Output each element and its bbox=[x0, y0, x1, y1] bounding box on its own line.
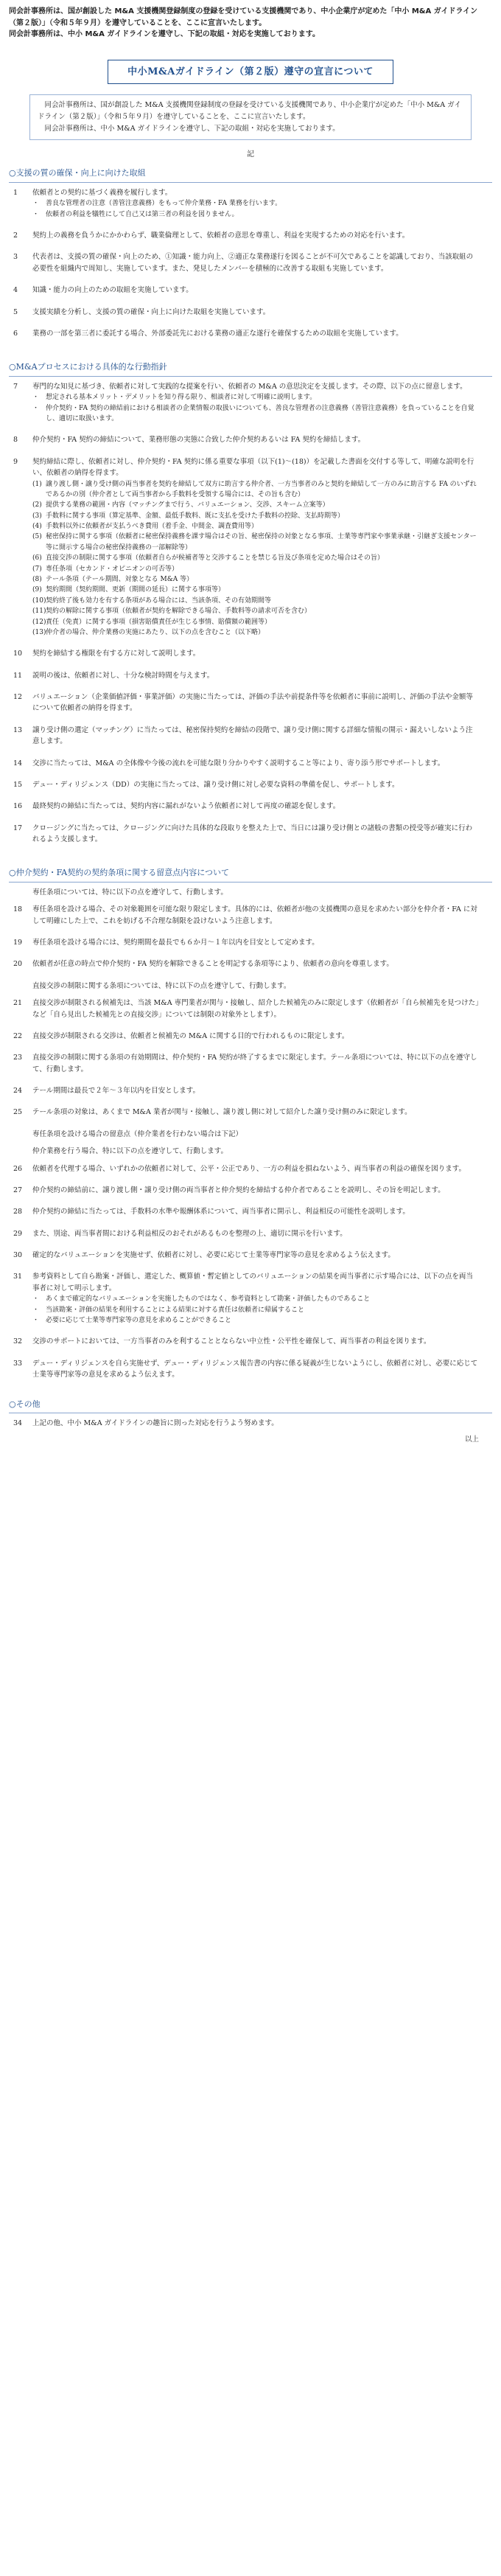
list-item: 26 依頼者を代理する場合、いずれかの依頼者に対して、公平・公正であり、一方の利益を損ねないよう、両当事者の利益の確保を図ります。 bbox=[13, 1164, 466, 1173]
intro-block bbox=[0, 0, 501, 45]
sub-item: (11) 契約の解除に関する事項（依頼者が契約を解除できる場合、手数料等の請求可否を含む） bbox=[32, 608, 312, 616]
sub-item: ・ あくまで確定的なバリュエーションを実施したものではなく、参考資料として勘案・評価したものであること bbox=[32, 1295, 371, 1303]
section-heading: ○仲介契約・FA契約の契約条項に関する留意点内容について bbox=[9, 867, 492, 883]
list-item: 1 依頼者との契約に基づく義務を履行します。 bbox=[13, 188, 172, 197]
list-item: 3 代表者は、支援の質の確保・向上のため、①知識・能力向上、②適正な業務遂行を図ることが不可欠であることを認識しており、当該取組の必要性を組織内で周知し、実施しています。また、発見したメンバーを積極的に改善する取組も実施しています。 bbox=[13, 253, 474, 273]
list-item: 30 確定的なバリュエーションを実施せず、依頼者に対し、必要に応じて士業等専門家等の意見を求めるよう伝えます。 bbox=[13, 1251, 395, 1260]
sub-item: (6) 直接交渉の制限に関する事項（依頼者自らが候補者等と交渉することを禁じる旨及び条項を定めた場合はその旨） bbox=[32, 554, 385, 563]
sub-item: ・ 仲介契約・FA 契約の締結前における相談者の企業情報の取扱いについても、善良な管理者の注意義務（善管注意義務）を負っていることを自覚し、適切に取扱います。 bbox=[32, 404, 474, 422]
sub-item: (12) 責任（免責）に関する事項（損害賠償責任が生じる事情、賠償額の範囲等） bbox=[32, 618, 272, 626]
list-item: 4 知識・能力の向上のための取組を実施しています。 bbox=[13, 286, 193, 295]
closing-mark: 以上 bbox=[464, 1435, 479, 1444]
list-item: 31 参考資料として自ら勘案・評価し、選定した、概算値・暫定値としてのバリュエーションの結果を両当事者に示す場合には、以下の点を両当事者に対して明示します。 bbox=[13, 1273, 473, 1292]
section-note: 仲介業務を行う場合、特に以下の点を遵守して、行動します。 bbox=[32, 1147, 228, 1156]
list-item: 8 仲介契約・FA 契約の締結について、業務形態の実態に合致した仲介契約あるいは FA 契約を締結します。 bbox=[13, 436, 365, 445]
list-item: 23 直接交渉の制限に関する条項の有効期間は、仲介契約・FA 契約が終了するまでに限定します。テール条項については、特に以下の点を遵守して、行動します。 bbox=[13, 1054, 477, 1073]
sub-item: (7) 専任条項（セカンド・オピニオンの可否等） bbox=[32, 565, 179, 573]
list-item: 27 仲介契約の締結前に、譲り渡し側・譲り受け側の両当事者と仲介契約を締結する仲介者であることを説明し、その旨を明記します。 bbox=[13, 1186, 445, 1194]
sub-item: (9) 契約期間（契約期間、更新（期間の延長）に関する事項等） bbox=[32, 586, 225, 594]
list-item: 7 専門的な知見に基づき、依頼者に対して実践的な提案を行い、依頼者の M&A の意思決定を支援します。その際、以下の点に留意します。 bbox=[13, 382, 467, 391]
list-item: 21 直接交渉が制限される候補先は、当該 M&A 専門業者が関与・接触し、紹介した候補先のみに限定します（依頼者が「自ら候補先を見つけた」など「自ら見出した候補先との直接交渉」については制限の対象外とします）。 bbox=[13, 999, 479, 1019]
ki-heading: 記 bbox=[247, 150, 254, 159]
list-item: 12 バリュエーション（企業価値評価・事業評価）の実施に当たっては、評価の手法や前提条件等を依頼者に事前に説明し、評価の手法や金額等について依頼者の納得を得ます。 bbox=[13, 693, 473, 713]
list-item: 14 交渉に当たっては、M&A の全体像や今後の流れを可能な限り分かりやすく説明すること等により、寄り添う形でサポートします。 bbox=[13, 759, 445, 767]
sub-item: (10) 契約終了後も効力を有する条項がある場合には、当該条項、その有効期間等 bbox=[32, 596, 272, 605]
list-item: 16 最終契約の締結に当たっては、契約内容に漏れがないよう依頼者に対して再度の確認を促します。 bbox=[13, 802, 340, 811]
list-item: 32 交渉のサポートにおいては、一方当事者のみを利することとならない中立性・公平性を確保して、両当事者の利益を図ります。 bbox=[13, 1337, 431, 1346]
list-item: 17 クロージングに当たっては、クロージングに向けた具体的な段取りを整えた上で、当日には譲り受け側との諸般の書類の授受等が確実に行われるよう支援します。 bbox=[13, 824, 473, 844]
section-note: 専任条項については、特に以下の点を遵守して、行動します。 bbox=[32, 888, 228, 897]
list-item: 22 直接交渉が制限される交渉は、依頼者と候補先の M&A に関する目的で行われるものに限定します。 bbox=[13, 1031, 349, 1040]
section-heading: ○その他 bbox=[9, 1399, 492, 1414]
sub-item: (13) 仲介者の場合、仲介業務の実施にあたり、以下の点を含むこと（以下略） bbox=[32, 628, 265, 636]
sub-item: ・ 善良な管理者の注意（善管注意義務）をもって仲介業務・FA 業務を行います。 bbox=[32, 200, 282, 208]
declaration-paragraph: 同会計事務所は、国が創設した M&A 支援機関登録制度の登録を受けている支援機関であり、中小企業庁が定めた「中小 M&A ガイドライン（第２版）」（令和５年９月）を遵守していることを、ここに宣言いたします。 bbox=[38, 101, 461, 122]
sub-item: (1) 譲り渡し側・譲り受け側の両当事者を契約を締結して双方に助言する仲介者、一方当事者のみと契約を締結して一方のみに助言する FA のいずれであるかの別（仲介者として両当事者から手数料を受領する場合には、その旨も含む） bbox=[32, 480, 477, 498]
list-item: 15 デュー・ディリジェンス（DD）の実施に当たっては、譲り受け側に対し必要な資料の準備を促し、サポートします。 bbox=[13, 780, 399, 789]
sub-item: (2) 提供する業務の範囲・内容（マッチングまで行う、バリュエーション、交渉、スキーム立案等） bbox=[32, 501, 329, 509]
list-item: 10 契約を締結する権限を有する方に対して説明します。 bbox=[13, 650, 200, 658]
sub-item: (8) テール条項（テール期間、対象となる M&A 等） bbox=[32, 576, 194, 584]
list-item: 9 契約締結に際し、依頼者に対し、仲介契約・FA 契約に係る重要な事項（以下(1)〜(18)）を記載した書面を交付する等して、明確な説明を行い、依頼者の納得を得ます。 bbox=[13, 457, 474, 478]
sub-item: ・ 依頼者の利益を犠牲にして自己又は第三者の利益を図りません。 bbox=[32, 210, 239, 218]
declaration-paragraph: 同会計事務所は、中小 M&A ガイドラインを遵守し、下記の取組・対応を実施しております。 bbox=[44, 125, 340, 133]
list-item: 13 譲り受け側の選定（マッチング）に当たっては、秘密保持契約を締結の段階で、譲り受け側に関する詳細な情報の開示・漏えいしないよう注意します。 bbox=[13, 725, 473, 746]
sub-item: (5) 秘密保持に関する事項（依頼者に秘密保持義務を課す場合はその旨、秘密保持の対象となる事項、士業等専門家や事業承継・引継ぎ支援センター等に開示する場合の秘密保持義務の一部解除等） bbox=[32, 533, 477, 551]
list-item: 19 専任条項を設ける場合には、契約期間を最長でも６か月〜１年以内を目安として定めます。 bbox=[13, 939, 319, 947]
list-item: 29 また、別途、両当事者間における利益相反のおそれがあるものを整理の上、適切に開示を行います。 bbox=[13, 1229, 347, 1238]
list-item: 18 専任条項を設ける場合、その対象範囲を可能な限り限定します。具体的には、依頼者が他の支援機関の意見を求めたい部分を仲介者・FA に対して明確にした上で、これを妨げる不合理な制限を設けないよう注意します。 bbox=[13, 905, 477, 925]
sub-item: ・ 想定される基本メリット・デメリットを知り得る限り、相談者に対して明確に説明します。 bbox=[32, 394, 317, 402]
declaration-box bbox=[29, 94, 472, 140]
list-item: 6 業務の一部を第三者に委託する場合、外部委託先における業務の適正な遂行を確保するための取組を実施しています。 bbox=[13, 329, 403, 338]
list-item: 5 支援実績を分析し、支援の質の確保・向上に向けた取組を実施しています。 bbox=[13, 307, 270, 316]
section-note: 専任条項を設ける場合の留意点（仲介業者を行わない場合は下記） bbox=[32, 1129, 243, 1138]
intro-paragraph: 同会計事務所は、中小 M&A ガイドラインを遵守し、下記の取組・対応を実施しております。 bbox=[9, 30, 320, 38]
section-heading: ○支援の質の確保・向上に向けた取組 bbox=[9, 167, 492, 183]
page-title: 中小M&Aガイドライン（第２版）遵守の宣言について bbox=[108, 60, 393, 85]
section-note: 直接交渉の制限に関する条項については、特に以下の点を遵守して、行動します。 bbox=[32, 981, 291, 990]
list-item: 25 テール条項の対象は、あくまで M&A 業者が関与・接触し、譲り渡し側に対して紹介した譲り受け側のみに限定します。 bbox=[13, 1108, 412, 1117]
sub-item: ・ 当該勘案・評価の結果を利用することによる結果に対する責任は依頼者に帰属すること bbox=[32, 1306, 305, 1314]
section-heading: ○M&Aプロセスにおける具体的な行動指針 bbox=[9, 361, 492, 377]
list-item: 2 契約上の義務を負うかにかかわらず、職業倫理として、依頼者の意思を尊重し、利益を実現するための対応を行います。 bbox=[13, 232, 410, 240]
list-item: 20 依頼者が任意の時点で仲介契約・FA 契約を解除できることを明記する条項等により、依頼者の意向を尊重します。 bbox=[13, 960, 393, 969]
list-item: 33 デュー・ディリジェンスを自ら実施せず、デュー・ディリジェンス報告書の内容に係る疑義が生じないようにし、依頼者に対し、必要に応じて士業等専門家等の意見を求めるよう伝えます。 bbox=[13, 1359, 478, 1379]
sub-item: ・ 必要に応じて士業等専門家等の意見を求めることができること bbox=[32, 1317, 232, 1325]
list-item: 11 説明の後は、依頼者に対し、十分な検討時間を与えます。 bbox=[13, 671, 214, 680]
sub-item: (4) 手数料以外に依頼者が支払うべき費用（着手金、中間金、調査費用等） bbox=[32, 523, 259, 531]
intro-paragraph: 同会計事務所は、国が創設した M&A 支援機関登録制度の登録を受けている支援機関であり、中小企業庁が定めた「中小 M&A ガイドライン（第２版）」（令和５年９月）を遵守していることを、ここに宣言いたします。 bbox=[9, 7, 478, 27]
list-item: 34 上記の他、中小 M&A ガイドラインの趣旨に則った対応を行うよう努めます。 bbox=[13, 1419, 278, 1428]
list-item: 28 仲介契約の締結に当たっては、手数料の水準や報酬体系について、両当事者に開示し、利益相反の可能性を説明します。 bbox=[13, 1208, 410, 1216]
sub-item: (3) 手数料に関する事項（算定基準、金額、最低手数料、既に支払を受けた手数料の控除、支払時期等） bbox=[32, 512, 345, 520]
list-item: 24 テール期間は最長で２年〜３年以内を目安とします。 bbox=[13, 1087, 200, 1096]
